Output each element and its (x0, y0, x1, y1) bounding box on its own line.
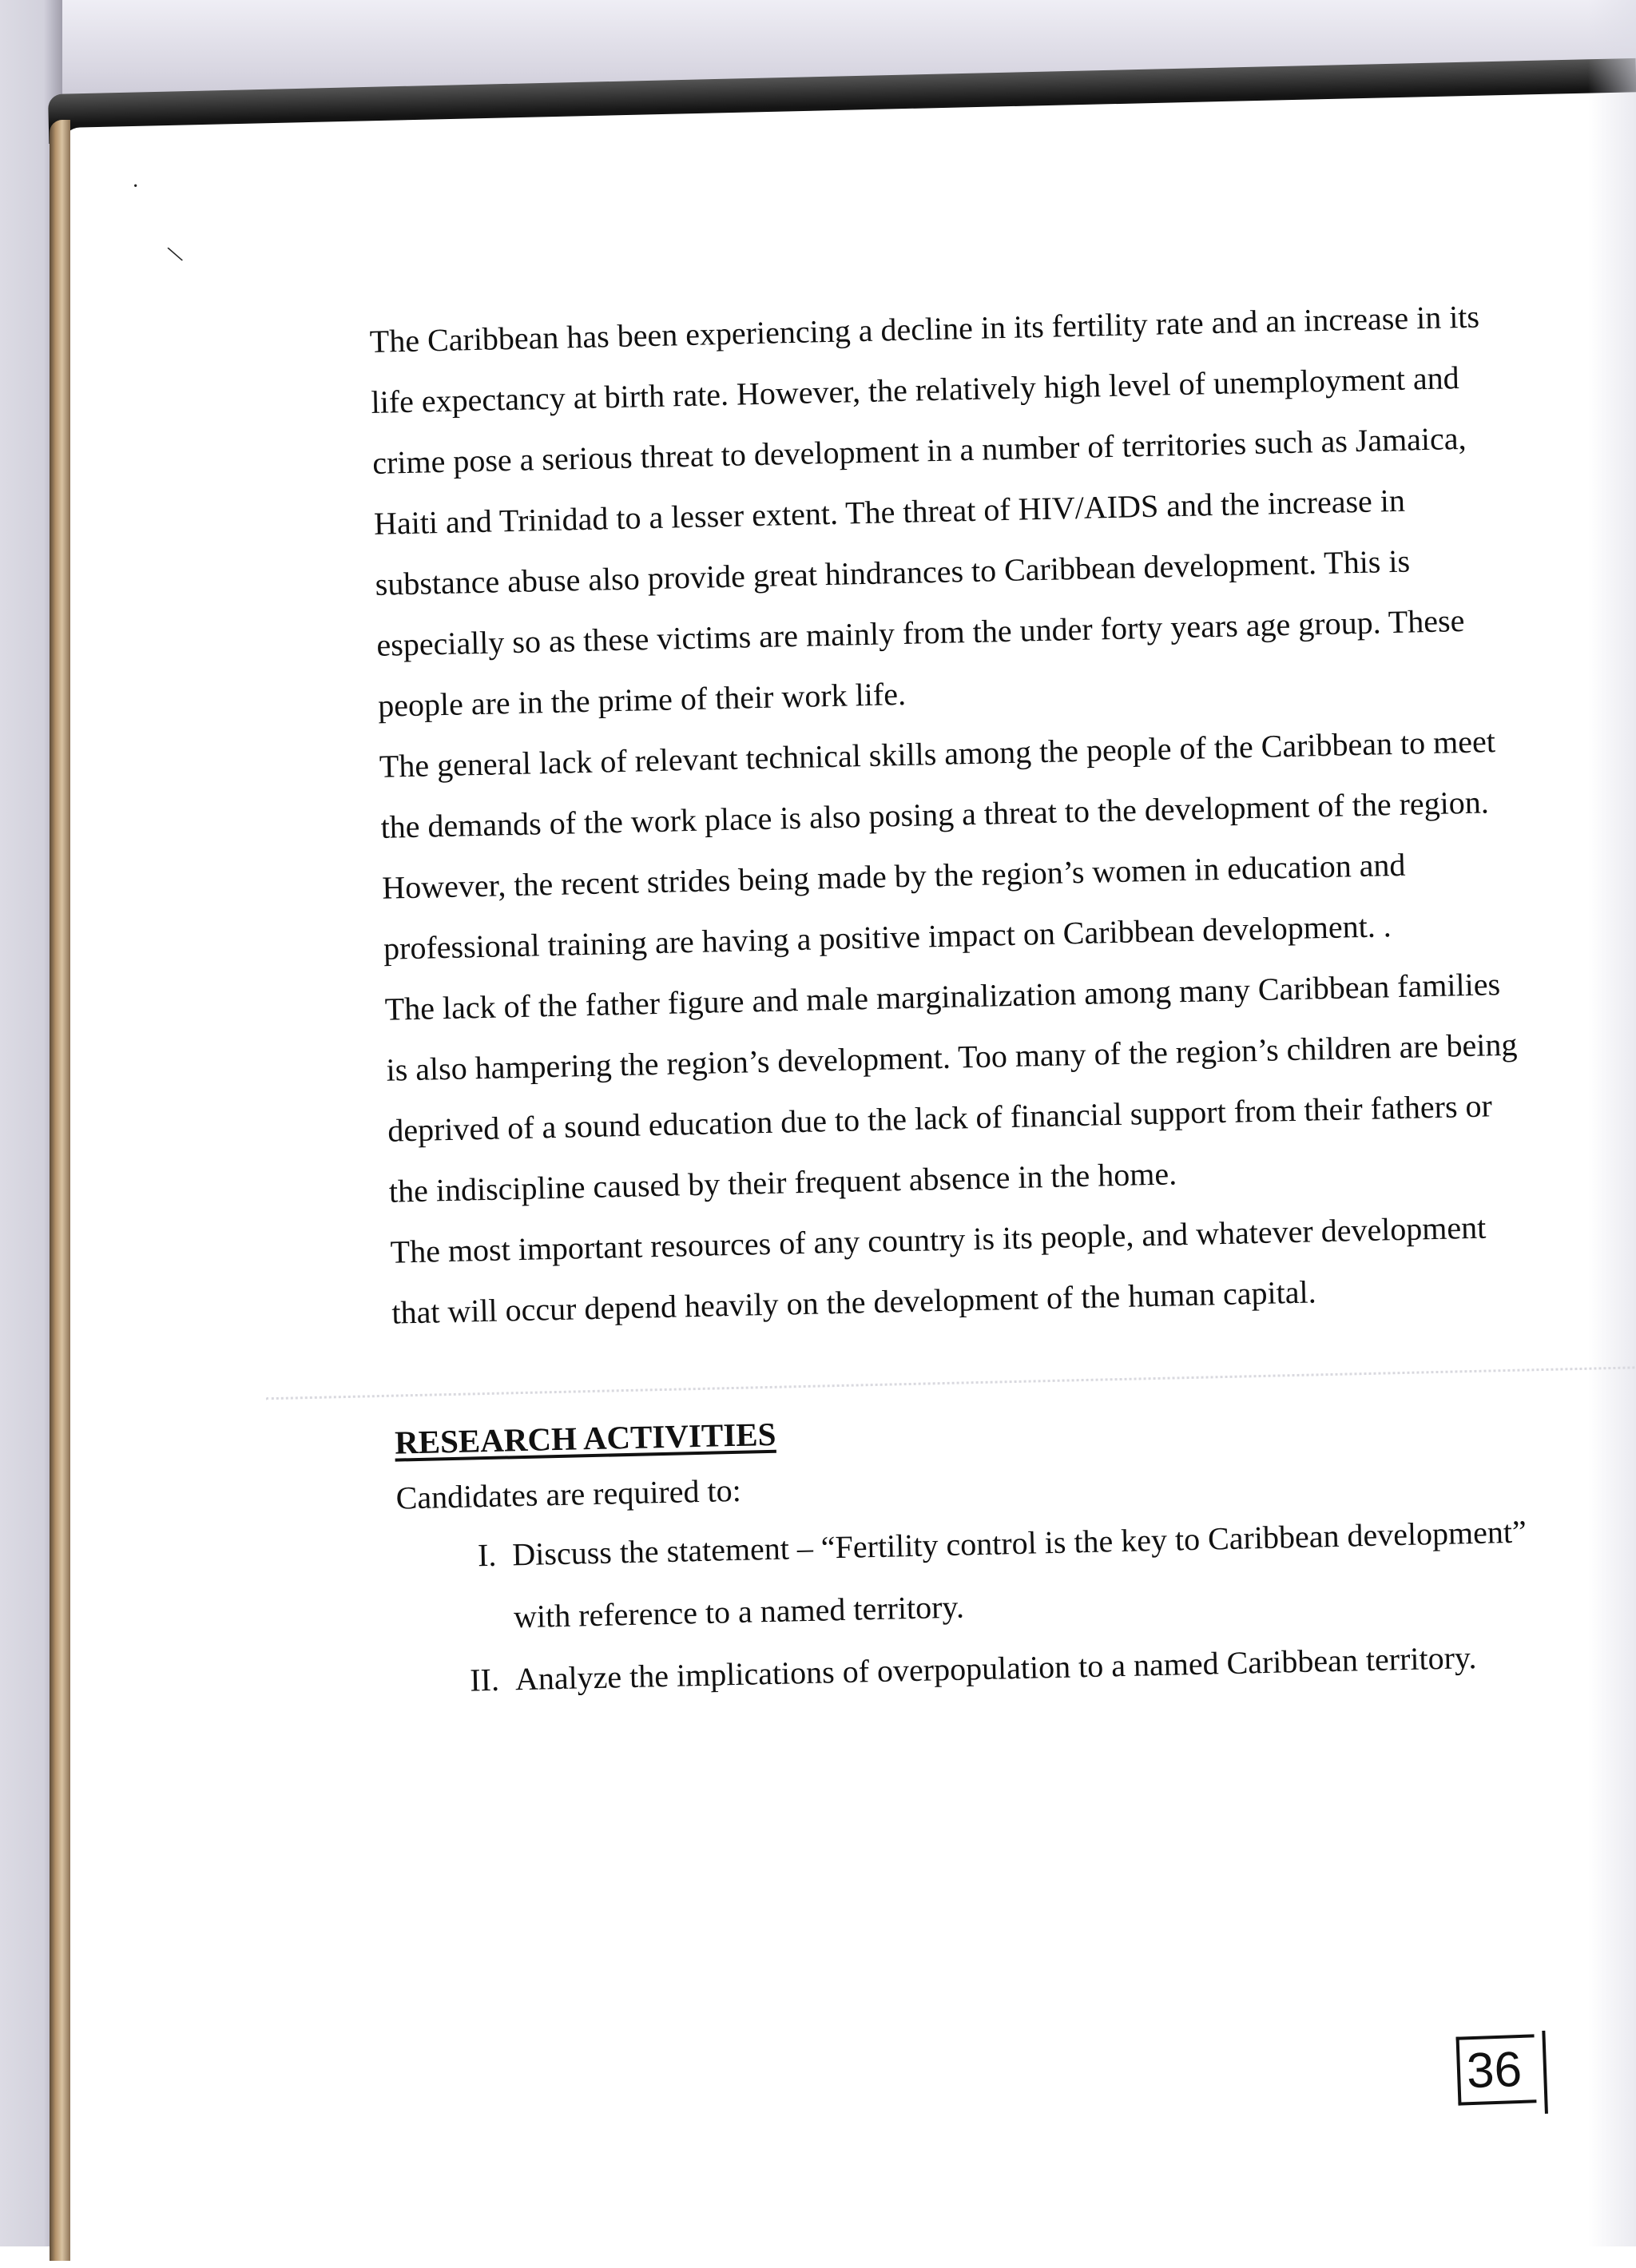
research-item-text: Analyze the implications of overpopulation to a named Caribbean territory. (514, 1638, 1477, 1698)
research-item-numeral: I. (477, 1536, 497, 1574)
body-paragraph: However, the recent strides being made by the region’s women in education and professional training are having a positive impact on Caribbean development. . (381, 846, 1406, 967)
document-body (369, 286, 1535, 1714)
body-paragraph: The lack of the father figure and male marginalization among many Caribbean families is also hampering the region’s development. Too many of the region’s children are being deprived of a sound education due to the lack of financial support from their fathers or the indiscipline caused by their frequent absence in the home. (384, 966, 1518, 1209)
binding-strip (50, 120, 70, 2261)
research-intro: Candidates are required to: (395, 1472, 742, 1516)
body-paragraph: The general lack of relevant technical skills among the people of the Caribbean to meet the demands of the work place is also posing a threat to the development of the region. (379, 723, 1496, 845)
scan-speck: · (132, 174, 140, 199)
body-paragraph: The most important resources of any country is its people, and whatever development that will occur depend heavily on the development of the human capital. (390, 1209, 1487, 1331)
research-item-numeral: II. (469, 1661, 500, 1698)
research-activities-heading: RESEARCH ACTIVITIES (394, 1415, 776, 1461)
research-item-text: Discuss the statement – “Fertility control is the key to Caribbean development” with reference to a named territory. (511, 1513, 1527, 1635)
page-shadow (1588, 0, 1636, 2246)
body-paragraph: The Caribbean has been experiencing a decline in its fertility rate and an increase in its life expectancy at birth rate. However, the relatively high level of unemployment and crime pose a serious threat to development in a number of territories such as Jamaica, Haiti and Trinidad to a lesser extent. The threat of HIV/AIDS and the increase in substance abuse also provide great hindrances to Caribbean development. This is especially so as these victims are mainly from the under forty years age group. These people are in the prime of their work life. (369, 298, 1480, 724)
scan-speck: \ (165, 240, 186, 269)
page-number: 36 (1456, 2034, 1537, 2105)
